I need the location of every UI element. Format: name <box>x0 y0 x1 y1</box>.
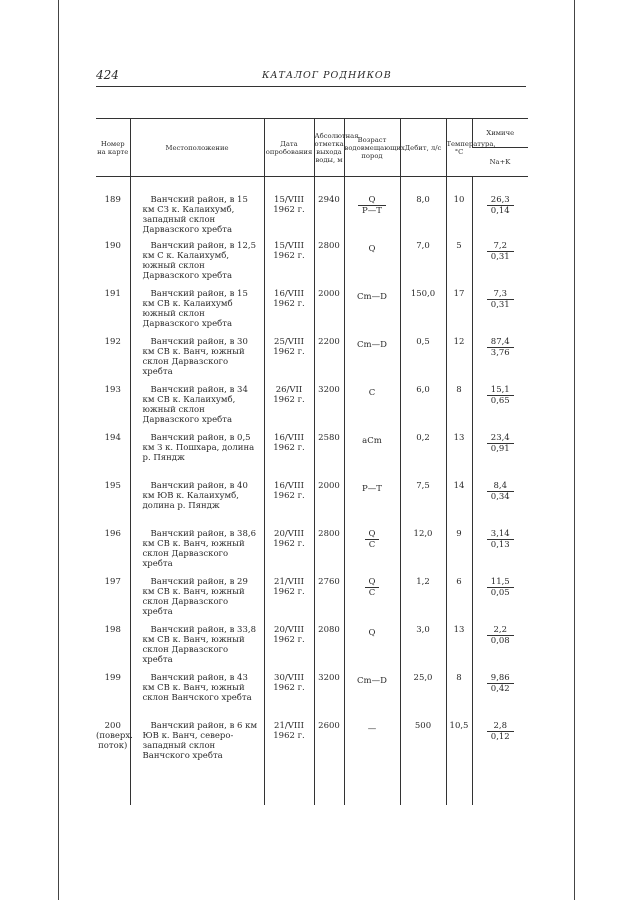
cell-abs: 2940 <box>314 177 344 242</box>
col-header-date: Дата опробования <box>264 119 314 177</box>
chem-denominator: 0,65 <box>490 396 510 406</box>
chem-denominator: 0,08 <box>490 636 510 646</box>
age-value: Q <box>368 244 376 254</box>
cell-location: Ванчский район, в 30 км СВ к. Ванч, южный склон Дарвазского хребта <box>130 337 264 385</box>
table-row <box>96 385 528 433</box>
cell-num: 193 <box>104 385 121 395</box>
chem-numerator: 7,2 <box>487 241 514 252</box>
cell-chem <box>472 625 528 673</box>
age-value: C <box>368 388 376 398</box>
age-value: P—T <box>362 484 382 494</box>
cell-date: 20/VIII 1962 г. <box>264 625 314 673</box>
cell-age <box>344 385 400 433</box>
cell-num: 192 <box>104 337 121 347</box>
cell-temp: 8 <box>446 673 472 721</box>
col-header-chem: Химиче <box>472 119 528 148</box>
cell-location: Ванчский район, в 38,6 км СВ к. Ванч, южный склон Дарвазского хребта <box>130 529 264 577</box>
cell-debit: 7,5 <box>400 481 446 529</box>
chem-numerator: 87,4 <box>487 337 514 348</box>
table-row <box>96 577 528 625</box>
age-value: — <box>367 724 377 734</box>
cell-location: Ванчский район, в 12,5 км С к. Калаихумб, южный склон Дарвазского хребта <box>130 241 264 289</box>
chem-denominator: 0,31 <box>490 252 510 262</box>
chem-denominator: 0,12 <box>490 732 510 742</box>
chem-fraction <box>487 529 514 550</box>
cell-abs: 3200 <box>314 673 344 721</box>
age-value: Cm—D <box>357 340 387 350</box>
cell-num: 199 <box>104 673 121 683</box>
cell-age <box>344 289 400 337</box>
cell-temp: 17 <box>446 289 472 337</box>
chem-numerator: 3,14 <box>487 529 514 540</box>
cell-date: 30/VIII 1962 г. <box>264 673 314 721</box>
cell-location: Ванчский район, в 34 км СВ к. Калаихумб, южный склон Дарвазского хребта <box>130 385 264 433</box>
cell-temp: 6 <box>446 577 472 625</box>
cell-chem <box>472 177 528 242</box>
cell-location: Ванчский район, в 40 км ЮВ к. Калаихумб, долина р. Пяндж <box>130 481 264 529</box>
cell-abs: 2080 <box>314 625 344 673</box>
cell-debit: 0,5 <box>400 337 446 385</box>
cell-chem <box>472 481 528 529</box>
age-value: aCm <box>362 436 382 446</box>
cell-abs: 3200 <box>314 385 344 433</box>
table-row <box>96 241 528 289</box>
col-header-debit: Дебит, л/с <box>400 119 446 177</box>
chem-numerator: 15,1 <box>487 385 514 396</box>
cell-num: 200 (поверх. поток) <box>96 721 133 751</box>
chem-denominator: 0,05 <box>490 588 510 598</box>
col-header-abs: Абсолютная отметка выхода воды, м <box>314 119 344 177</box>
chem-fraction <box>487 433 514 454</box>
cell-location: Ванчский район, в 43 км СВ к. Ванч, южный склон Ванчского хребта <box>130 673 264 721</box>
chem-numerator: 26,3 <box>487 195 514 206</box>
col-header-num: Номер на карте <box>96 119 130 177</box>
chem-fraction <box>487 625 514 646</box>
cell-num: 191 <box>104 289 121 299</box>
chem-fraction <box>487 385 514 406</box>
age-numerator: Q <box>365 577 380 588</box>
cell-temp: 5 <box>446 241 472 289</box>
cell-abs: 2600 <box>314 721 344 805</box>
cell-date: 16/VIII 1962 г. <box>264 289 314 337</box>
cell-age <box>344 721 400 805</box>
cell-location: Ванчский район, в 29 км СВ к. Ванч, южный склон Дарвазского хребта <box>130 577 264 625</box>
cell-debit: 1,2 <box>400 577 446 625</box>
age-fraction <box>358 195 386 216</box>
age-denominator: P—T <box>362 206 382 216</box>
cell-chem <box>472 289 528 337</box>
cell-chem <box>472 337 528 385</box>
age-numerator: Q <box>358 195 386 206</box>
age-fraction <box>365 529 380 550</box>
cell-debit: 150,0 <box>400 289 446 337</box>
cell-chem <box>472 673 528 721</box>
cell-date: 26/VII 1962 г. <box>264 385 314 433</box>
chem-fraction <box>487 289 514 310</box>
cell-date: 15/VIII 1962 г. <box>264 177 314 242</box>
col-header-age: Возраст водовмещающих пород <box>344 119 400 177</box>
chem-fraction <box>487 673 514 694</box>
table-row <box>96 337 528 385</box>
cell-date: 21/VIII 1962 г. <box>264 577 314 625</box>
age-denominator: C <box>368 588 376 598</box>
cell-debit: 3,0 <box>400 625 446 673</box>
table-body <box>96 177 528 806</box>
table-row <box>96 177 528 242</box>
chem-numerator: 9,86 <box>487 673 514 684</box>
cell-date: 16/VIII 1962 г. <box>264 433 314 481</box>
cell-debit: 12,0 <box>400 529 446 577</box>
cell-debit: 25,0 <box>400 673 446 721</box>
col-header-chem-sub: Na+K <box>472 148 528 177</box>
cell-age <box>344 481 400 529</box>
chem-numerator: 11,5 <box>487 577 514 588</box>
cell-temp: 13 <box>446 433 472 481</box>
chem-denominator: 0,91 <box>490 444 510 454</box>
cell-chem <box>472 241 528 289</box>
table-row <box>96 289 528 337</box>
cell-debit: 500 <box>400 721 446 805</box>
cell-abs: 2800 <box>314 241 344 289</box>
cell-date: 25/VIII 1962 г. <box>264 337 314 385</box>
age-value: Q <box>368 628 376 638</box>
page-spine-left <box>58 0 59 900</box>
table-row <box>96 673 528 721</box>
chem-denominator: 3,76 <box>490 348 510 358</box>
table-row <box>96 625 528 673</box>
table-row <box>96 433 528 481</box>
table-row <box>96 481 528 529</box>
header-rule <box>96 86 526 87</box>
cell-location: Ванчский район, в 33,8 км СВ к. Ванч, южный склон Дарвазского хребта <box>130 625 264 673</box>
cell-location: Ванчский район, в 15 км СВ к. Калаихумб южный склон Дарвазского хребта <box>130 289 264 337</box>
cell-temp: 10,5 <box>446 721 472 805</box>
age-value: Cm—D <box>357 676 387 686</box>
page-title: КАТАЛОГ РОДНИКОВ <box>262 70 392 81</box>
page-number: 424 <box>96 68 119 82</box>
cell-num: 190 <box>104 241 121 251</box>
chem-numerator: 7,3 <box>487 289 514 300</box>
chem-denominator: 0,31 <box>490 300 510 310</box>
cell-num: 197 <box>104 577 121 587</box>
cell-num: 198 <box>104 625 121 635</box>
cell-debit: 0,2 <box>400 433 446 481</box>
cell-temp: 10 <box>446 177 472 242</box>
chem-fraction <box>487 481 514 502</box>
cell-temp: 12 <box>446 337 472 385</box>
cell-date: 15/VIII 1962 г. <box>264 241 314 289</box>
chem-fraction <box>487 721 514 742</box>
chem-fraction <box>487 241 514 262</box>
cell-date: 16/VIII 1962 г. <box>264 481 314 529</box>
age-value: Cm—D <box>357 292 387 302</box>
cell-chem <box>472 385 528 433</box>
cell-temp: 14 <box>446 481 472 529</box>
cell-chem <box>472 529 528 577</box>
cell-chem <box>472 433 528 481</box>
cell-abs: 2760 <box>314 577 344 625</box>
age-numerator: Q <box>365 529 380 540</box>
cell-debit: 6,0 <box>400 385 446 433</box>
page-spine-right <box>574 0 575 900</box>
cell-date: 20/VIII 1962 г. <box>264 529 314 577</box>
cell-location: Ванчский район, в 0,5 км З к. Пошхара, долина р. Пяндж <box>130 433 264 481</box>
table-row <box>96 529 528 577</box>
cell-age <box>344 529 400 577</box>
cell-num: 195 <box>104 481 121 491</box>
chem-denominator: 0,14 <box>490 206 510 216</box>
age-denominator: C <box>368 540 376 550</box>
chem-denominator: 0,34 <box>490 492 510 502</box>
cell-debit: 7,0 <box>400 241 446 289</box>
cell-abs: 2000 <box>314 289 344 337</box>
cell-age <box>344 241 400 289</box>
chem-numerator: 2,8 <box>487 721 514 732</box>
chem-fraction <box>487 337 514 358</box>
cell-chem <box>472 721 528 805</box>
chem-numerator: 23,4 <box>487 433 514 444</box>
cell-abs: 2800 <box>314 529 344 577</box>
cell-num: 194 <box>104 433 121 443</box>
cell-abs: 2000 <box>314 481 344 529</box>
springs-catalog-table <box>96 118 528 805</box>
cell-temp: 8 <box>446 385 472 433</box>
cell-age <box>344 625 400 673</box>
cell-debit: 8,0 <box>400 177 446 242</box>
col-header-temp: Температура, °С <box>446 119 472 177</box>
cell-location: Ванчский район, в 6 км ЮВ к. Ванч, северо-западный склон Ванчского хребта <box>130 721 264 805</box>
age-fraction <box>365 577 380 598</box>
cell-age <box>344 673 400 721</box>
chem-numerator: 8,4 <box>487 481 514 492</box>
cell-age <box>344 577 400 625</box>
cell-num: 189 <box>104 195 121 205</box>
cell-temp: 13 <box>446 625 472 673</box>
chem-fraction <box>487 195 514 216</box>
chem-fraction <box>487 577 514 598</box>
cell-chem <box>472 577 528 625</box>
cell-abs: 2580 <box>314 433 344 481</box>
cell-age <box>344 433 400 481</box>
cell-age <box>344 337 400 385</box>
table-row <box>96 721 528 805</box>
cell-date: 21/VIII 1962 г. <box>264 721 314 805</box>
cell-temp: 9 <box>446 529 472 577</box>
cell-abs: 2200 <box>314 337 344 385</box>
cell-location: Ванчский район, в 15 км СЗ к. Калаихумб, западный склон Дарвазского хребта <box>130 177 264 242</box>
chem-denominator: 0,42 <box>490 684 510 694</box>
cell-age <box>344 177 400 242</box>
chem-denominator: 0,13 <box>490 540 510 550</box>
chem-numerator: 2,2 <box>487 625 514 636</box>
col-header-location: Местоположение <box>130 119 264 177</box>
cell-num: 196 <box>104 529 121 539</box>
